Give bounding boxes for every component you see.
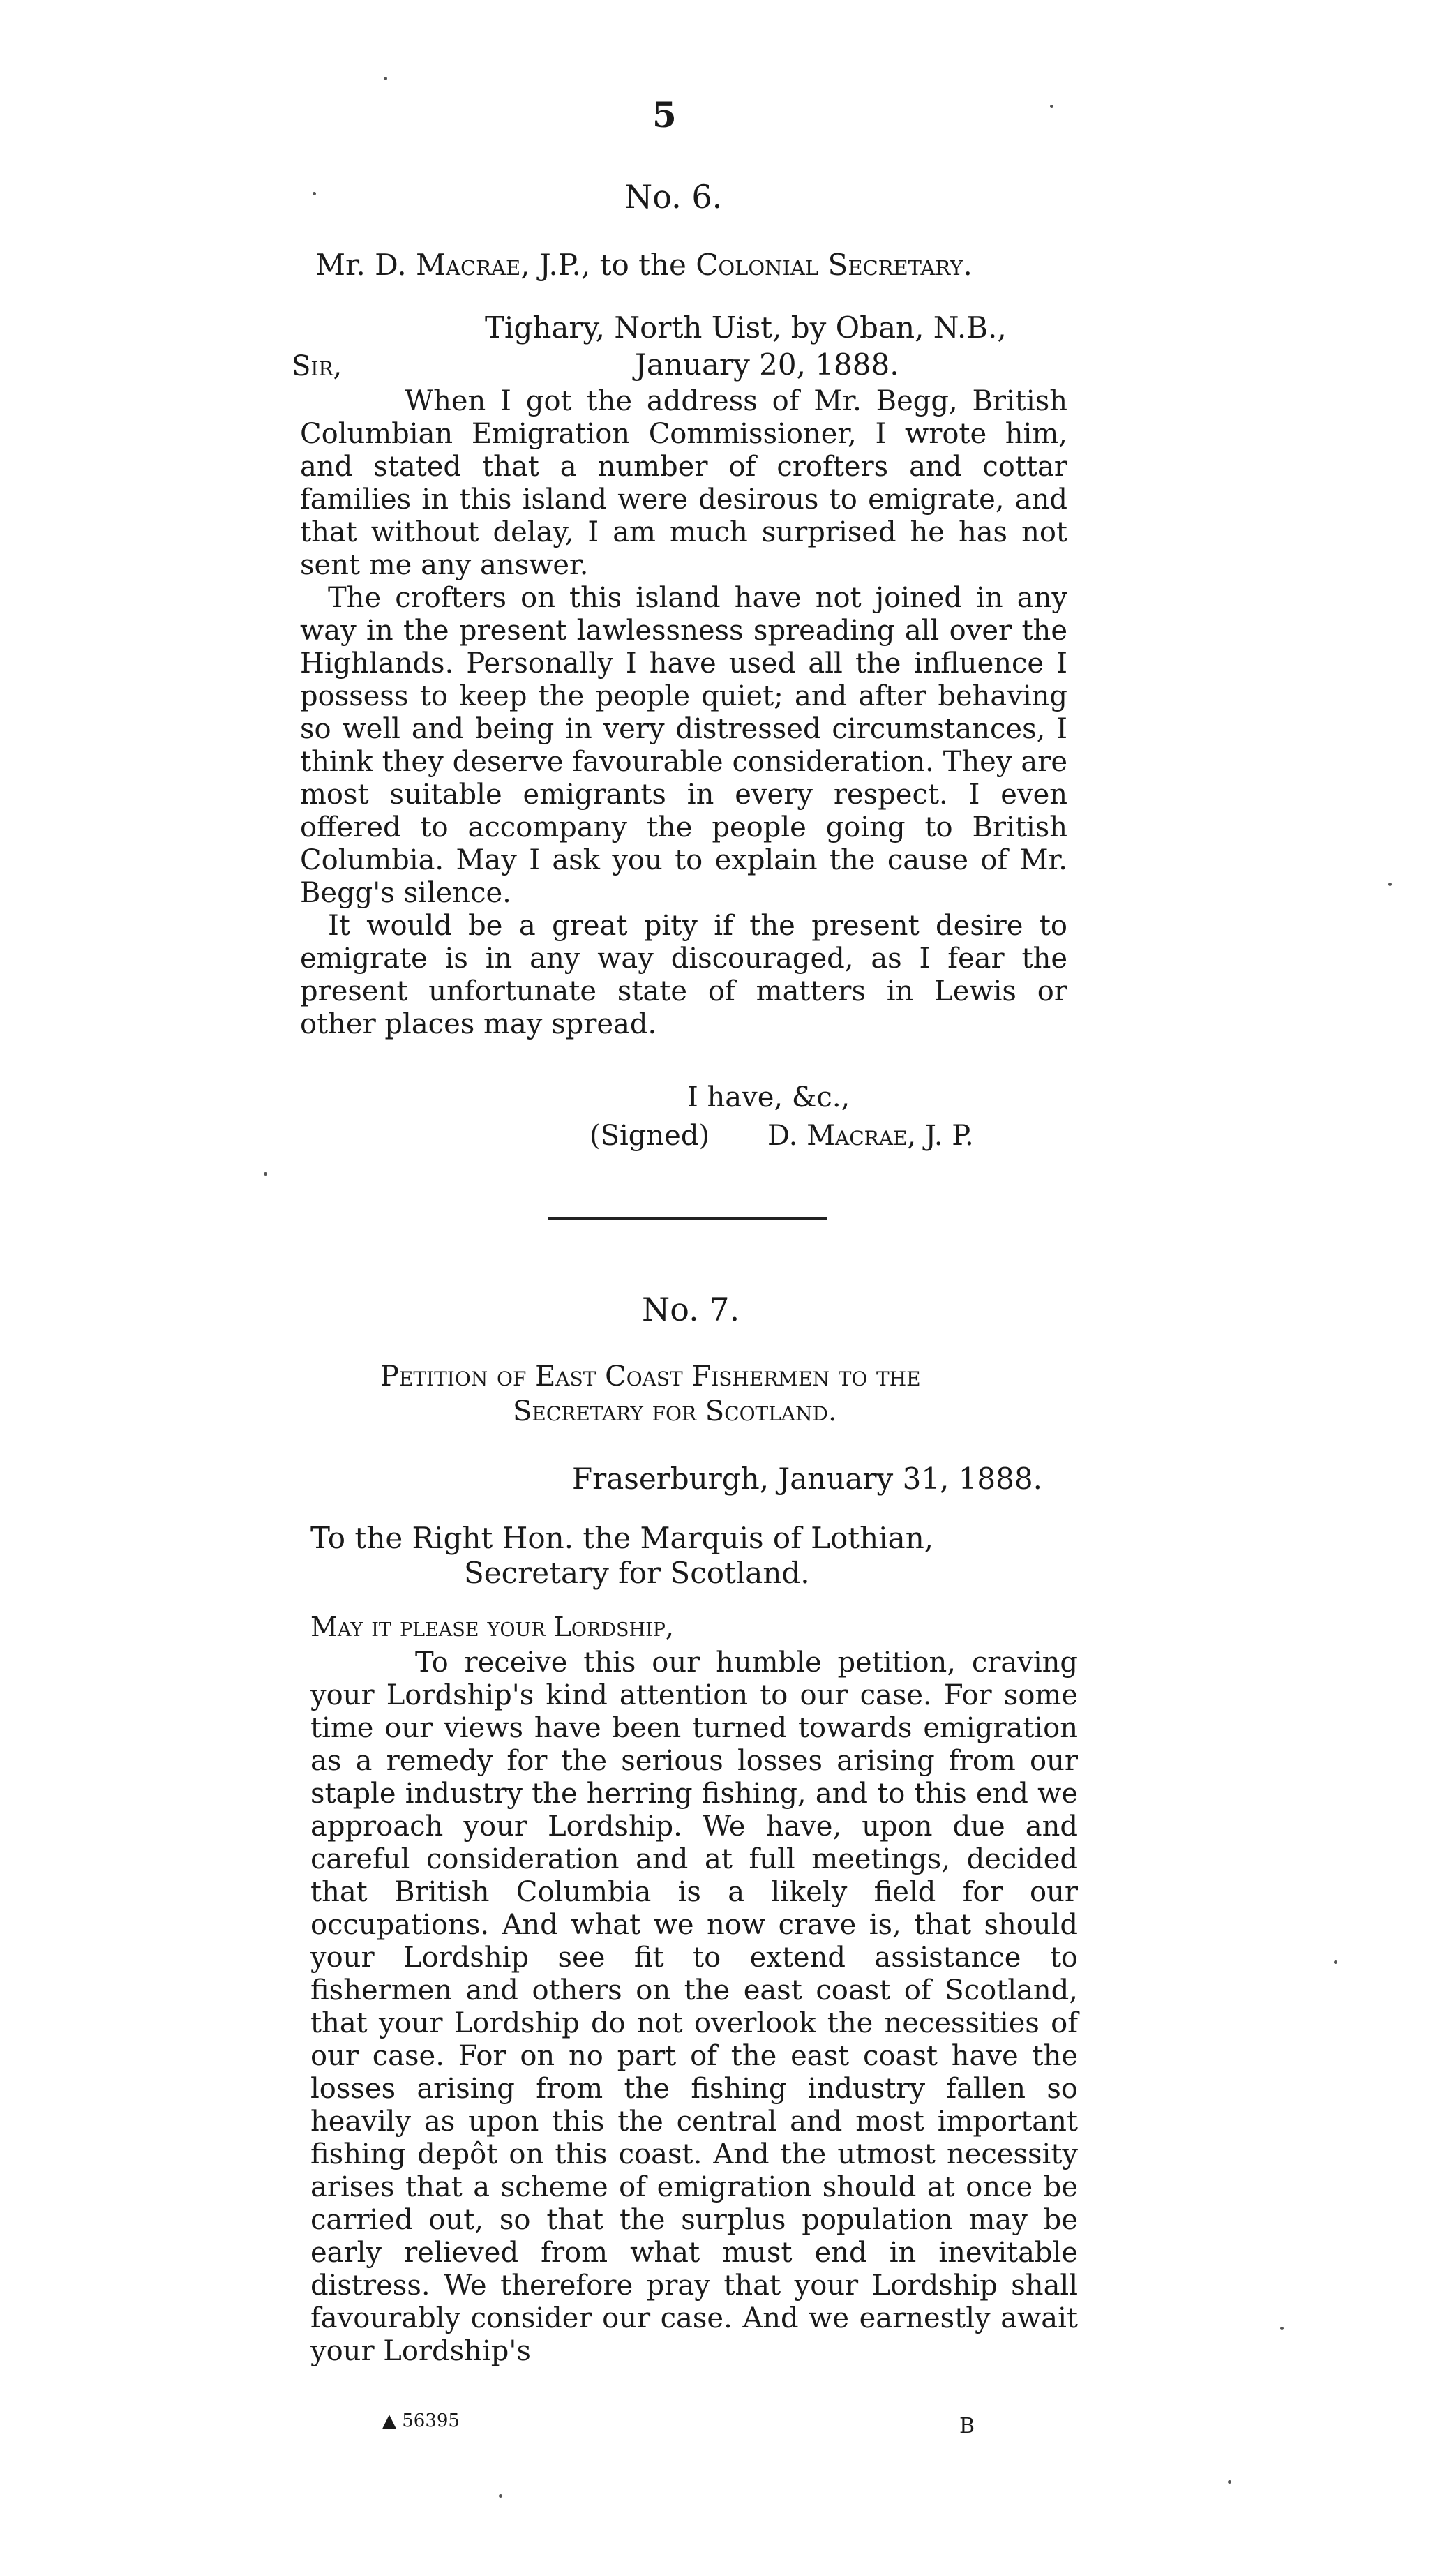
letter-6-paragraph-1: When I got the address of Mr. Begg, British Columbian Emigration Commissioner, I wrote him, and stated that a number of crofters and cottar families in this island were desirous to emigrate, and that without delay, I am much surprised he has not sent me any answer. [300, 385, 1067, 581]
signature-letter: B [959, 2414, 975, 2438]
letter-7-paragraph: To receive this our humble petition, craving your Lordship's kind attention to our case. For some time our views have been turned towards emigration as a remedy for the serious losses arising from our staple industry the herring fishing, and to this end we approach your Lordship. We have, upon due and careful consideration and at full meetings, decided that British Columbia is a likely field for our occupations. And what we now crave is, that should your Lordship see fit to extend assistance to fishermen and others on the east coast of Scotland, that your Lordship do not overlook the necessities of our case. For on no part of the east coast have the losses arising from the fishing industry fallen so heavily as upon this the central and most important fishing depôt on this coast. And the utmost necessity arises that a scheme of emigration should at once be carried out, so that the surplus population may be early relieved from what must end in inevitable distress. We therefore pray that your Lordship shall favourably consider our case. And we earnestly await your Lordship's [310, 1646, 1078, 2367]
scan-speck [499, 2494, 502, 2498]
letter-6-signer: D. Macrae, J. P. [767, 1120, 974, 1152]
letter-7-body [310, 1646, 1078, 2368]
letter-6-header-recipient: Colonial Secretary. [696, 248, 973, 282]
page-number: 5 [652, 94, 677, 135]
letter-6-salutation: Sir, [292, 350, 343, 382]
letter-6-paragraph-2: The crofters on this island have not joined in any way in the present lawlessness spreading all over the Highlands. Personally I have used all the influence I possess to keep the people quiet; and after behaving so well and being in very distressed circumstances, I think they deserve favourable consideration. They are most suitable emigrants in every respect. I even offered to accompany the people going to British Columbia. May I ask you to explain the cause of Mr. Begg's silence. [300, 582, 1067, 909]
letter-7-salutation: May it please your Lordship, [310, 1612, 674, 1642]
letter-6-paragraph-3: It would be a great pity if the present desire to emigrate is in any way discouraged, as I fear the present unfortunate state of matters in Lewis or other places may spread. [300, 910, 1067, 1040]
letter-6-signed-label: (Signed) [590, 1120, 710, 1152]
letter-6-date: January 20, 1888. [635, 347, 899, 382]
letter-6-number: No. 6. [624, 178, 723, 216]
letter-7-addressee-line-2: Secretary for Scotland. [464, 1556, 810, 1590]
scan-speck [1228, 2480, 1231, 2484]
scan-speck [264, 1172, 267, 1176]
scan-speck [313, 192, 316, 195]
letter-7-title-line-2: Secretary for Scotland. [513, 1395, 837, 1427]
letter-6-header-name: Macrae [416, 248, 521, 282]
letter-7-place-date: Fraserburgh, January 31, 1888. [572, 1462, 1042, 1496]
letter-7-addressee-line-1: To the Right Hon. the Marquis of Lothian, [310, 1521, 934, 1555]
scan-speck [1388, 883, 1392, 886]
scan-speck [384, 77, 387, 80]
scan-speck [1334, 1960, 1337, 1964]
letter-7-title-line-1: Petition of East Coast Fishermen to the [380, 1360, 921, 1393]
printer-mark: ▲ 56395 [382, 2410, 460, 2431]
letter-7-number: No. 7. [642, 1291, 740, 1328]
scan-speck [1050, 105, 1053, 108]
scan-speck [1280, 2327, 1284, 2330]
section-divider [548, 1217, 827, 1220]
letter-6-closing: I have, &c., [687, 1081, 850, 1113]
letter-6-body [300, 385, 1067, 1041]
letter-6-header [315, 248, 973, 282]
letter-6-place: Tighary, North Uist, by Oban, N.B., [485, 310, 1007, 345]
letter-6-header-lead: Mr. D. [315, 248, 416, 282]
letter-6-header-mid: , J.P., to the [520, 248, 696, 282]
